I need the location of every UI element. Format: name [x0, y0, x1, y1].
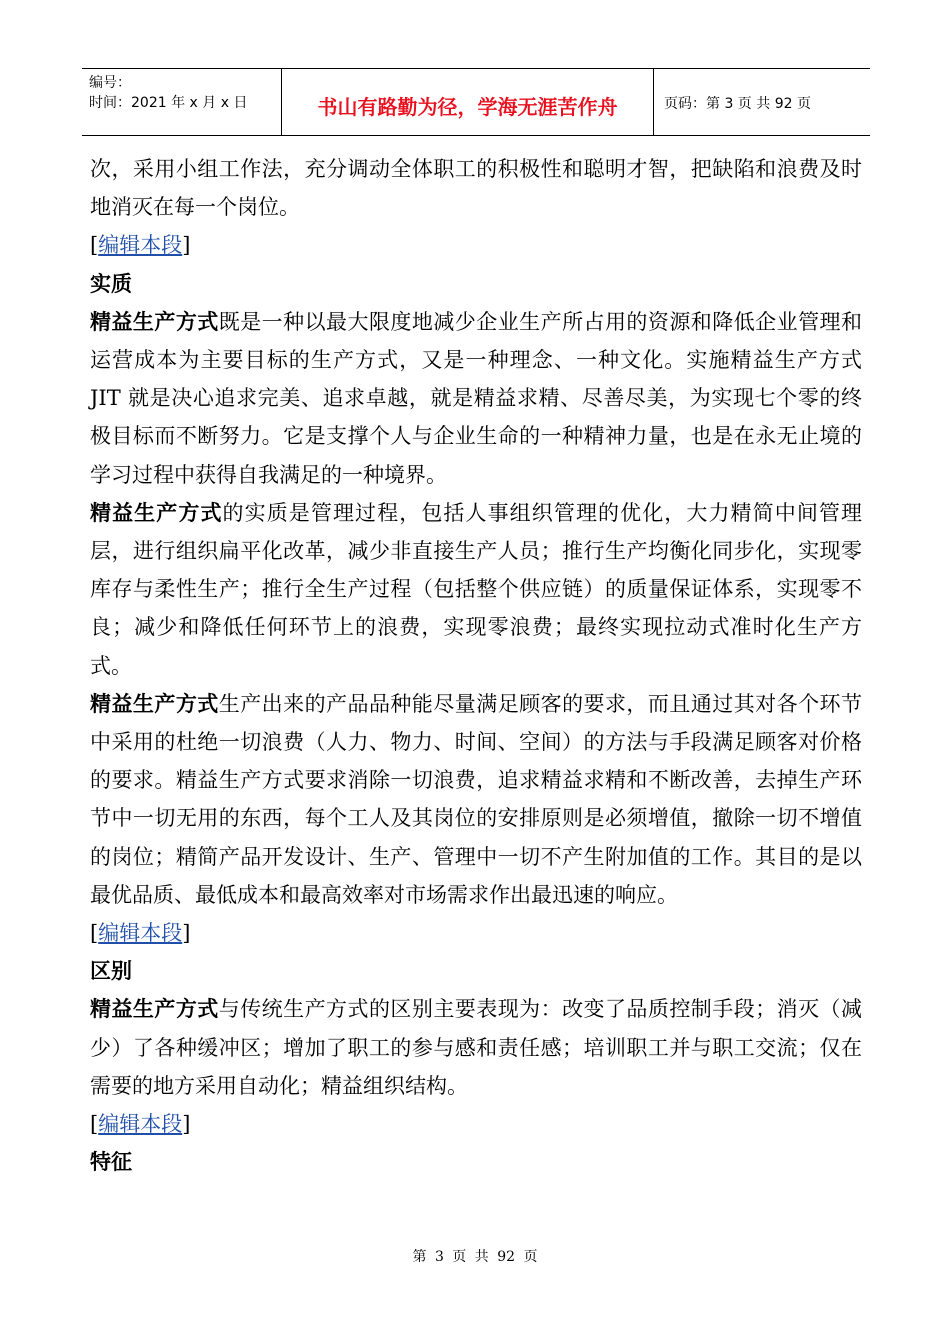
header-motto-cell [282, 69, 654, 135]
document-date-label: 时间：2021 年 x 月 x 日 [89, 95, 248, 111]
edit-bracket-open: [ [90, 921, 99, 946]
paragraph-essence-3 [90, 685, 862, 914]
term-lean-production: 精益生产方式 [90, 997, 219, 1022]
edit-section-row [90, 1105, 862, 1143]
edit-section-row [90, 226, 862, 264]
page-footer [0, 1246, 950, 1266]
section-heading-essence: 实质 [90, 271, 132, 296]
page-header [82, 68, 870, 136]
header-page-cell [654, 69, 870, 135]
term-lean-production: 精益生产方式 [90, 500, 223, 525]
paragraph-text: 既是一种以最大限度地减少企业生产所占用的资源和降低企业管理和运营成本为主要目标的生产方式，又是一种理念、一种文化。实施精益生产方式 JIT 就是决心追求完美、追求卓越，就是精益求精、尽善尽美，为实现七个零的终极目标而不断努力。它是支撑个人与企业生命的一种精神力量，也是在永无止境的学习过程中获得自我满足的一种境界。 [90, 309, 863, 487]
edit-bracket-open: [ [90, 1112, 99, 1137]
section-heading-features: 特征 [90, 1150, 132, 1175]
term-lean-production: 精益生产方式 [90, 309, 219, 334]
edit-bracket-open: [ [90, 233, 99, 258]
paragraph-text: 与传统生产方式的区别主要表现为：改变了品质控制手段；消灭（减少）了各种缓冲区；增加了职工的参与感和责任感；培训职工并与职工交流；仅在需要的地方采用自动化；精益组织结构。 [90, 997, 863, 1098]
term-lean-production: 精益生产方式 [90, 691, 219, 716]
edit-section-link[interactable]: 编辑本段 [98, 233, 183, 258]
header-info-cell [82, 69, 282, 135]
document-number-label: 编号： [89, 75, 131, 91]
edit-section-row [90, 914, 862, 952]
paragraph-essence-2 [90, 494, 862, 685]
edit-section-link[interactable]: 编辑本段 [98, 921, 183, 946]
paragraph-continuation: 次，采用小组工作法，充分调动全体职工的积极性和聪明才智，把缺陷和浪费及时地消灭在每一个岗位。 [90, 157, 862, 220]
header-page-code: 页码：第 3 页 共 92 页 [664, 96, 811, 112]
edit-bracket-close: ] [182, 233, 191, 258]
paragraph-text: 的实质是管理过程，包括人事组织管理的优化，大力精简中间管理层，进行组织扁平化改革，减少非直接生产人员；推行生产均衡化同步化，实现零库存与柔性生产；推行全生产过程（包括整个供应链）的质量保证体系，实现零不良；减少和降低任何环节上的浪费，实现零浪费；最终实现拉动式准时化生产方式。 [90, 500, 862, 678]
paragraph-essence-1 [90, 303, 862, 494]
section-heading-difference: 区别 [90, 959, 132, 984]
footer-page-number: 第 3 页 共 92 页 [412, 1249, 538, 1265]
paragraph-text: 生产出来的产品品种能尽量满足顾客的要求，而且通过其对各个环节中采用的杜绝一切浪费（人力、物力、时间、空间）的方法与手段满足顾客对价格的要求。精益生产方式要求消除一切浪费，追求精益求精和不断改善，去掉生产环节中一切无用的东西，每个工人及其岗位的安排原则是必须增值，撤除一切不增值的岗位；精简产品开发设计、生产、管理中一切不产生附加值的工作。其目的是以最优品质、最低成本和最高效率对市场需求作出最迅速的响应。 [90, 691, 863, 907]
paragraph-difference [90, 990, 862, 1105]
edit-bracket-close: ] [182, 921, 191, 946]
document-body [90, 150, 862, 1181]
edit-section-link[interactable]: 编辑本段 [98, 1112, 183, 1137]
header-motto: 书山有路勤为径，学海无涯苦作舟 [317, 94, 618, 119]
edit-bracket-close: ] [182, 1112, 191, 1137]
